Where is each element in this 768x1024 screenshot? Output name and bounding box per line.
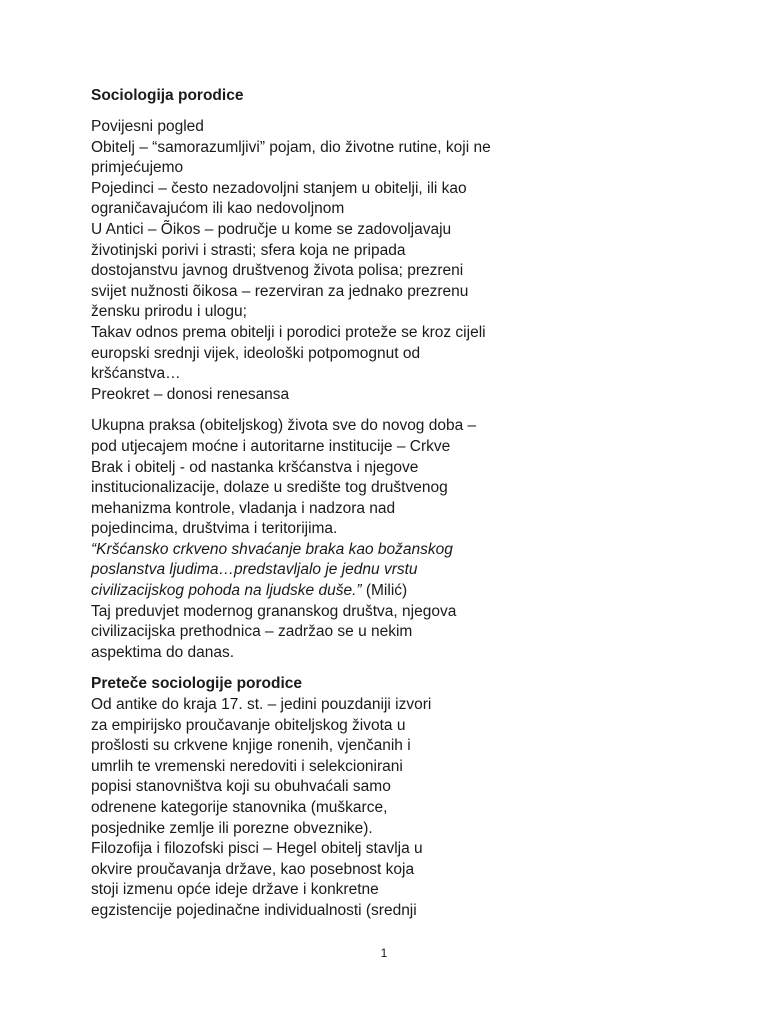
quote-citation: (Milić) [361,582,408,600]
text-line: posjednike zemlje ili porezne obveznike). [91,819,373,837]
quote-text: civilizacijskog pohoda na ljudske duše.” [91,582,362,600]
text-line: Povijesni pogled [91,118,204,135]
text-line: civilizacijska prethodnica – zadržao se u nekim [91,623,413,641]
text-line: Takav odnos prema obitelji i porodici proteže se kroz cijeli [91,323,486,341]
text-line: dostojanstvu javnog društvenog života polisa; prezreni [91,262,464,280]
text-line: pod utjecajem moćne i autoritarne institucije – Crkve [91,437,451,455]
text-line: U Antici – Õikos – područje u kome se zadovoljavaju [91,220,452,238]
text-line: Pojedinci – često nezadovoljni stanjem u obitelji, ili kao [91,179,467,197]
text-line: egzistencije pojedinačne individualnosti (srednji [91,901,417,919]
text-line: ograničavajućom ili kao nedovoljnom [91,200,345,218]
text-line: stoji izmenu opće ideje države i konkretne [91,881,379,899]
text-line: europski srednji vijek, ideološki potpomognut od [91,344,421,362]
document-title: Sociologija porodice [91,87,244,104]
text-line: okvire proučavanja države, kao posebnost koja [91,860,415,878]
quote-line [91,581,551,602]
text-line: Brak i obitelj - od nastanka kršćanstva i njegove [91,458,419,476]
text-line: umrlih te vremenski neredoviti i selekcionirani [91,757,403,775]
text-line: Ukupna praksa (obiteljskog) života sve do novog doba – [91,417,477,435]
text-line: kršćanstva… [91,365,181,383]
text-line: mehanizma kontrole, vladanja i nadzora nad [91,499,396,517]
text-line: prošlosti su crkvene knjige ronenih, vjenčanih i [91,737,411,755]
paragraph-precursors [91,674,551,921]
text-line: odrenene kategorije stanovnika (muškarce, [91,799,388,816]
text-line: institucionalizacije, dolaze u središte tog društvenog [91,479,448,497]
text-line: pojedincima, društvima i teritorijima. [91,520,338,538]
quote-line [91,540,551,561]
text-line: primjećujemo [91,159,184,177]
quote-block [91,540,551,602]
paragraph-lines [91,416,551,540]
page-number: 1 [380,946,388,960]
paragraph-lines [91,695,551,922]
text-line: popisi stanovništva koji su obuhvaćali samo [91,778,391,796]
document-body [91,85,551,922]
text-line: Od antike do kraja 17. st. – jedini pouzdaniji izvori [91,696,432,714]
section-heading: Preteče sociologije porodice [91,675,303,693]
quote-line [91,560,551,581]
text-line: životinjski porivi i strasti; sfera koja ne pripada [91,241,406,259]
text-line: za empirijsko proučavanje obiteljskog života u [91,716,406,734]
text-line: Obitelj – “samorazumljivi” pojam, dio životne rutine, koji ne [91,138,491,156]
text-line: svijet nužnosti õikosa – rezerviran za jednako prezrenu [91,282,469,300]
quote-text: poslanstva ljudima…predstavljalo je jednu vrstu [91,561,418,579]
text-line: aspektima do danas. [91,643,235,661]
quote-text: “Kršćansko crkveno shvaćanje braka kao božanskog [91,540,453,558]
text-line: žensku prirodu i ulogu; [91,303,247,321]
paragraph-lines [91,602,551,664]
paragraph-church-influence [91,416,551,663]
text-line: Filozofija i filozofski pisci – Hegel obitelj stavlja u [91,840,423,858]
text-line: Taj preduvjet modernog grananskog društva, njegova [91,602,457,620]
paragraph-historical-view [91,117,551,405]
text-line: Preokret – donosi renesansa [91,385,290,403]
